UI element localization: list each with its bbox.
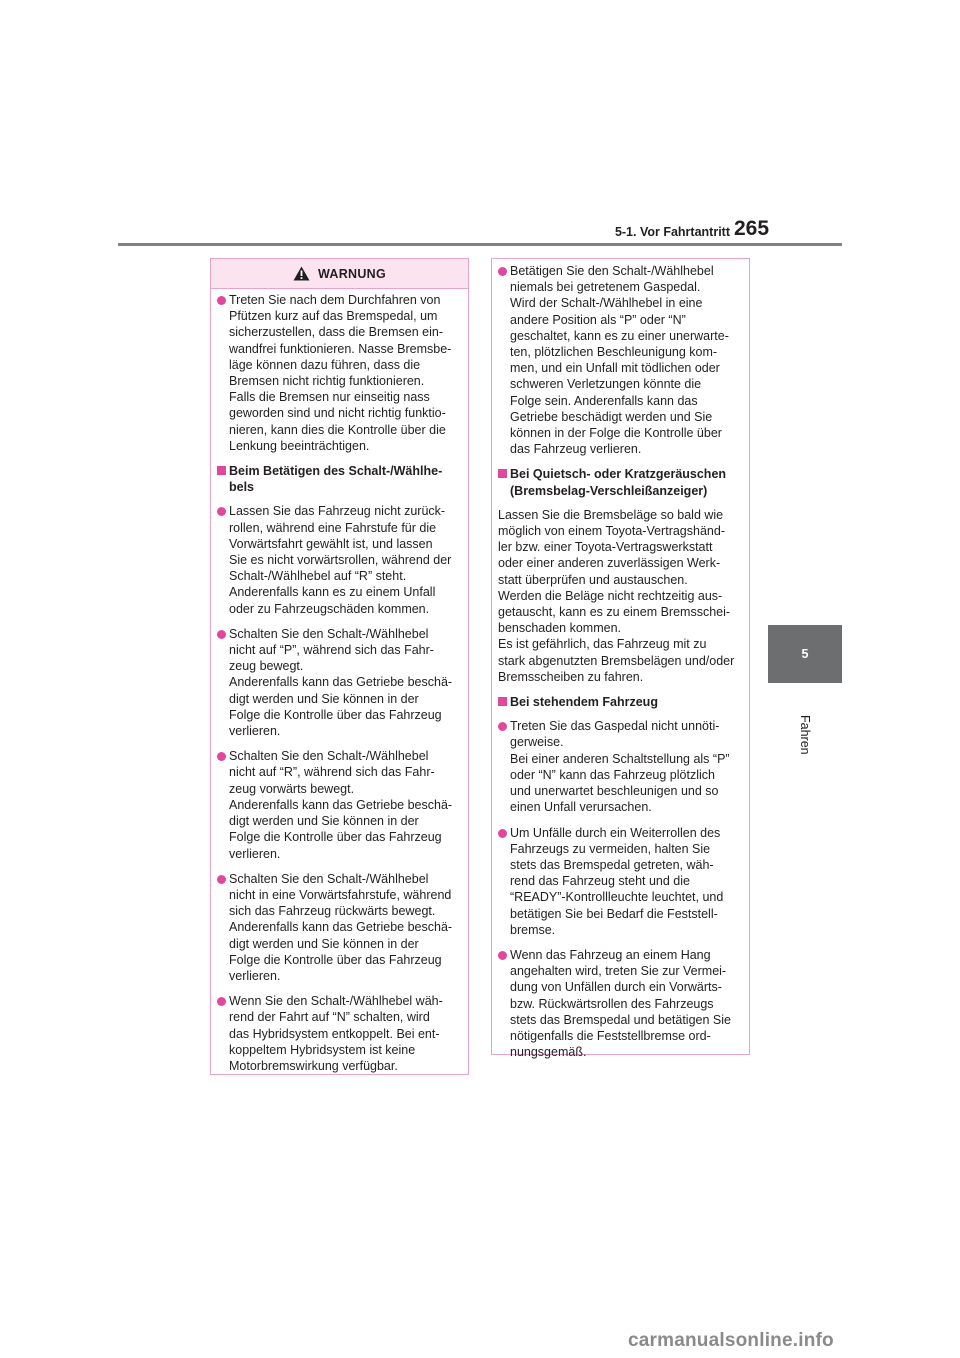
- text-line: läge können dazu führen, dass die: [229, 357, 421, 372]
- text-line: zeug bewegt.: [229, 659, 304, 674]
- text-line: gerweise.: [510, 735, 564, 750]
- text-line: nieren, kann dies die Kontrolle über die: [229, 422, 446, 437]
- text-line: nötigenfalls die Feststellbremse ord-: [510, 1028, 711, 1043]
- bullet-item: [217, 748, 462, 861]
- text-line: Treten Sie nach dem Durchfahren von: [229, 293, 441, 307]
- text-line: Werden die Beläge nicht rechtzeitig aus-: [498, 588, 723, 603]
- chapter-label: Fahren: [798, 715, 812, 755]
- text-line: (Bremsbelag-Verschleißanzeiger): [510, 483, 708, 498]
- text-line: Folge die Kontrolle über das Fahrzeug: [229, 952, 442, 967]
- text-line: schweren Verletzungen könnte die: [510, 377, 702, 392]
- text-line: ten, plötzlichen Beschleunigung kom-: [510, 345, 718, 360]
- text-line: Wird der Schalt-/Wählhebel in eine: [510, 296, 703, 311]
- text-line: Getriebe beschädigt werden und Sie: [510, 409, 713, 424]
- text-line: Um Unfälle durch ein Weiterrollen des: [510, 825, 721, 840]
- text-line: Wenn das Fahrzeug an einem Hang: [510, 947, 711, 962]
- text-line: stets das Bremspedal getreten, wäh-: [510, 857, 714, 872]
- text-line: Treten Sie das Gaspedal nicht unnöti-: [510, 719, 720, 734]
- text-line: Fahrzeugs zu vermeiden, halten Sie: [510, 841, 711, 856]
- text-line: rollen, während eine Fahrstufe für die: [229, 520, 437, 535]
- text-line: nicht auf “P”, während sich das Fahr-: [229, 643, 434, 658]
- bullet-item: [217, 292, 462, 454]
- section-heading: [217, 463, 462, 495]
- text-line: digt werden und Sie können in der: [229, 814, 419, 829]
- text-line: geworden sind und nicht richtig funktio-: [229, 406, 446, 421]
- text-line: rend das Fahrzeug steht und die: [510, 874, 690, 889]
- bullet-item: [217, 503, 462, 616]
- text-line: Schalten Sie den Schalt-/Wählhebel: [229, 749, 429, 764]
- text-line: statt überprüfen und austauschen.: [498, 572, 688, 587]
- text-line: bremse.: [510, 922, 556, 937]
- right-column-content: [492, 259, 749, 1060]
- text-line: verlieren.: [229, 846, 281, 861]
- bullet-item: [498, 718, 743, 815]
- text-line: Schalten Sie den Schalt-/Wählhebel: [229, 626, 429, 641]
- left-column-content: [211, 289, 468, 1074]
- warning-title: WARNUNG: [317, 266, 387, 281]
- text-line: betätigen Sie bei Bedarf die Feststell-: [510, 906, 718, 921]
- chapter-tab: 5: [768, 625, 842, 683]
- header-divider: [118, 243, 842, 246]
- text-line: digt werden und Sie können in der: [229, 691, 419, 706]
- text-line: geschaltet, kann es zu einer unerwarte-: [510, 328, 729, 343]
- text-line: Falls die Bremsen nur einseitig nass: [229, 390, 430, 405]
- text-line: angehalten wird, treten Sie zur Vermei-: [510, 964, 727, 979]
- text-line: Motorbremswirkung verfügbar.: [229, 1058, 398, 1073]
- text-line: Bei stehendem Fahrzeug: [510, 695, 658, 710]
- text-line: oder “N” kann das Fahrzeug plötzlich: [510, 767, 715, 782]
- text-line: sicherzustellen, dass die Bremsen ein-: [229, 325, 443, 340]
- text-line: Folge sein. Anderenfalls kann das: [510, 393, 698, 408]
- warning-box-left: [210, 258, 469, 1075]
- text-line: dung von Unfällen durch ein Vorwärts-: [510, 980, 722, 995]
- watermark: carmanualsonline.info: [628, 1330, 834, 1351]
- text-line: sich das Fahrzeug rückwärts bewegt.: [229, 904, 436, 919]
- paragraph: [498, 507, 743, 685]
- text-line: bels: [229, 480, 255, 495]
- section-heading: [498, 466, 743, 498]
- text-line: niemals bei getretenem Gaspedal.: [510, 280, 701, 295]
- text-line: koppeltem Hybridsystem ist keine: [229, 1042, 416, 1057]
- text-line: Wenn Sie den Schalt-/Wählhebel wäh-: [229, 994, 443, 1009]
- warning-triangle-icon: [293, 266, 310, 281]
- text-line: nicht in eine Vorwärtsfahrstufe, während: [229, 887, 452, 902]
- bullet-item: [498, 825, 743, 938]
- bullet-item: [498, 947, 743, 1060]
- text-line: Lassen Sie das Fahrzeug nicht zurück-: [229, 504, 446, 519]
- text-line: Bremsscheiben zu fahren.: [498, 669, 644, 684]
- warning-box-right: [491, 258, 750, 1060]
- bullet-item: [217, 626, 462, 739]
- text-line: das Hybridsystem entkoppelt. Bei ent-: [229, 1026, 440, 1041]
- text-line: und unerwartet beschleunigen und so: [510, 784, 719, 799]
- text-line: Vorwärtsfahrt gewählt ist, und lassen: [229, 536, 433, 551]
- text-line: Lassen Sie die Bremsbeläge so bald wie: [498, 507, 724, 522]
- text-line: Folge die Kontrolle über das Fahrzeug: [229, 830, 442, 845]
- text-line: verlieren.: [229, 968, 281, 983]
- bullet-item: [498, 263, 743, 457]
- text-line: stark abgenutzten Bremsbelägen und/oder: [498, 653, 735, 668]
- text-line: nungsgemäß.: [510, 1045, 587, 1060]
- text-line: Bei Quietsch- oder Kratzgeräuschen: [510, 467, 727, 482]
- text-line: einen Unfall verursachen.: [510, 800, 652, 815]
- text-line: andere Position als “P” oder “N”: [510, 312, 686, 327]
- text-line: digt werden und Sie können in der: [229, 936, 419, 951]
- text-line: das Fahrzeug verlieren.: [510, 442, 642, 457]
- text-line: Es ist gefährlich, das Fahrzeug mit zu: [498, 637, 707, 652]
- text-line: wandfrei funktionieren. Nasse Bremsbe-: [229, 341, 452, 356]
- text-line: Schalten Sie den Schalt-/Wählhebel: [229, 871, 429, 886]
- text-line: Pfützen kurz auf das Bremspedal, um: [229, 309, 438, 324]
- page-number: 265: [734, 217, 770, 240]
- text-line: stets das Bremspedal und betätigen Sie: [510, 1012, 731, 1027]
- bullet-item: [217, 993, 462, 1074]
- text-line: können in der Folge die Kontrolle über: [510, 426, 722, 441]
- text-line: Betätigen Sie den Schalt-/Wählhebel: [510, 264, 714, 278]
- text-line: nicht auf “R”, während sich das Fahr-: [229, 765, 435, 780]
- text-line: rend der Fahrt auf “N” schalten, wird: [229, 1010, 430, 1025]
- text-line: Bremsen nicht richtig funktionieren.: [229, 374, 425, 389]
- text-line: Anderenfalls kann das Getriebe beschä-: [229, 675, 453, 690]
- text-line: oder einer anderen zuverlässigen Werk-: [498, 556, 721, 571]
- text-line: ler bzw. einer Toyota-Vertragswerkstatt: [498, 540, 713, 555]
- text-line: zeug vorwärts bewegt.: [229, 781, 355, 796]
- section-heading: [498, 694, 743, 710]
- text-line: Bei einer anderen Schaltstellung als “P”: [510, 751, 730, 766]
- text-line: Schalt-/Wählhebel auf “R” steht.: [229, 569, 407, 584]
- text-line: benschaden kommen.: [498, 621, 621, 636]
- text-line: oder zu Fahrzeugschäden kommen.: [229, 601, 430, 616]
- text-line: Beim Betätigen des Schalt-/Wählhe-: [229, 464, 443, 479]
- text-line: Folge die Kontrolle über das Fahrzeug: [229, 707, 442, 722]
- bullet-item: [217, 871, 462, 984]
- text-line: verlieren.: [229, 724, 281, 739]
- text-line: bzw. Rückwärtsrollen des Fahrzeugs: [510, 996, 714, 1011]
- text-line: “READY”-Kontrollleuchte leuchtet, und: [510, 890, 724, 905]
- header-section-title: 5-1. Vor Fahrtantritt: [614, 225, 730, 239]
- text-line: men, und ein Unfall mit tödlichen oder: [510, 361, 720, 376]
- text-line: Anderenfalls kann das Getriebe beschä-: [229, 920, 453, 935]
- text-line: Anderenfalls kann es zu einem Unfall: [229, 585, 436, 600]
- text-line: Anderenfalls kann das Getriebe beschä-: [229, 797, 453, 812]
- text-line: getauscht, kann es zu einem Bremsschei-: [498, 605, 731, 620]
- text-line: Lenkung beeinträchtigen.: [229, 438, 370, 453]
- text-line: Sie es nicht vorwärtsrollen, während der: [229, 553, 452, 568]
- warning-header: [211, 259, 468, 289]
- text-line: möglich von einem Toyota-Vertragshänd-: [498, 524, 725, 539]
